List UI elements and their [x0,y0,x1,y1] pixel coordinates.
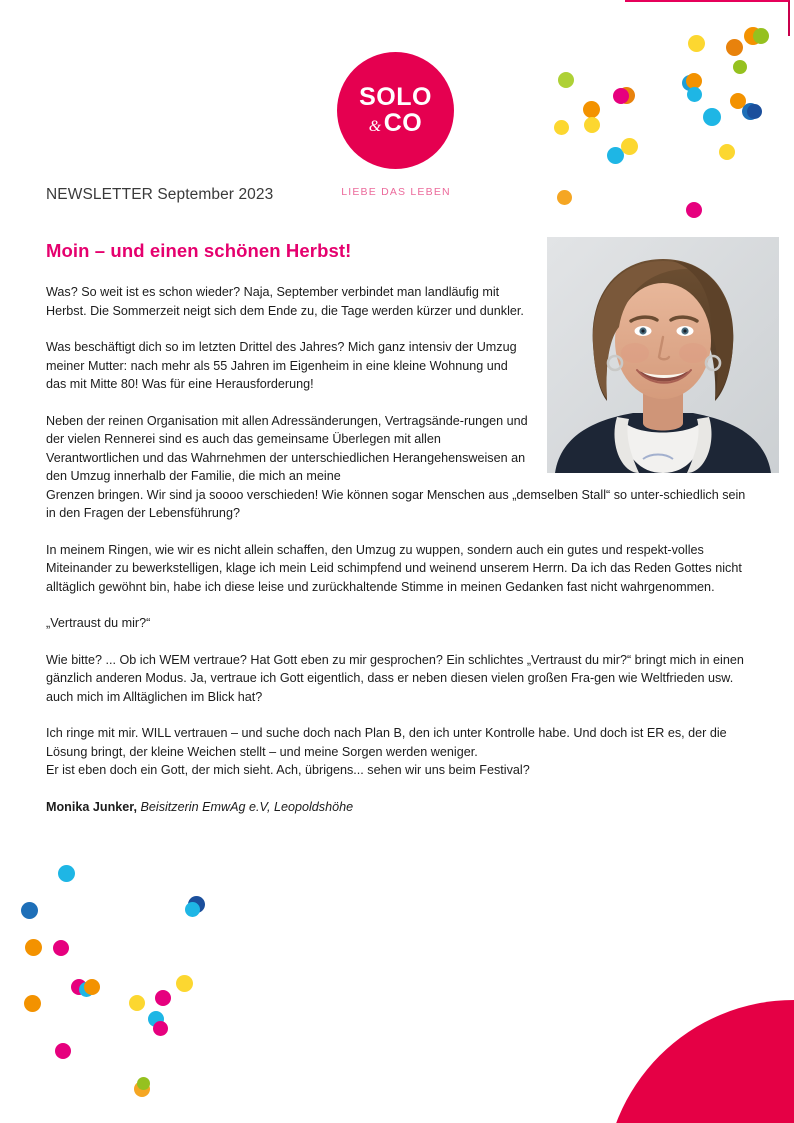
confetti-dot [84,979,100,995]
article-headline: Moin – und einen schönen Herbst! [46,240,352,261]
confetti-dot [621,138,638,155]
confetti-dot [583,101,600,118]
confetti-dot [137,1077,150,1090]
confetti-dot [58,865,75,882]
confetti-dot [129,995,145,1011]
article-body [46,283,752,816]
logo-text-solo: SOLO [359,83,432,111]
confetti-dot [703,108,721,126]
newsletter-issue-line: NEWSLETTER September 2023 [46,186,274,203]
confetti-dot [55,1043,71,1059]
confetti-dot [584,117,600,133]
confetti-dot [185,902,200,917]
confetti-dot [613,88,629,104]
paragraph-6: Wie bitte? ... Ob ich WEM vertraue? Hat Gott eben zu mir gesprochen? Ein schlichtes „Vertraust du mir?“ bringt mich in einen gänzlich anderen Modus. Ja, vertraue ich Gott eigentlich, dass er neben diesen vielen großen Fra-gen wie Weltfrieden usw. auch mich im Alltäglichen im Blick hat? [46,652,744,704]
logo-circle [337,52,454,169]
confetti-dot [753,28,769,44]
confetti-dot [155,990,171,1006]
confetti-dot [21,902,38,919]
decorative-crimson-circle [604,1000,794,1123]
paragraph-4: Grenzen bringen. Wir sind ja soooo verschieden! Wie können sogar Menschen aus „demselben Stall“ so unter-schiedlich sein in den Fragen der Lebensführung? [46,487,746,520]
author-name: Monika Junker, [46,799,137,814]
author-signature [46,798,752,817]
confetti-dot [554,120,569,135]
confetti-dot [747,104,762,119]
paragraph-7: Ich ringe mit mir. WILL vertrauen – und suche doch nach Plan B, den ich unter Kontrolle habe. Und doch ist ER es, der die Lösung bringt, der kleine Weichen stellt – und meine Sorgen werden weniger. [46,726,727,759]
confetti-dot [687,87,702,102]
paragraph-1: Was? So weit ist es schon wieder? Naja, September verbindet man landläufig mit Herbst. Die Sommerzeit neigt sich dem Ende zu, die Tage werden kürzer und dunkler. [46,285,524,318]
confetti-dot [558,72,574,88]
brand-logo [337,52,455,198]
confetti-dot [53,940,69,956]
confetti-dot [726,39,743,56]
confetti-dot [686,202,702,218]
logo-tagline: LIEBE DAS LEBEN [341,186,451,198]
logo-text-co [369,111,422,136]
logo-ampersand: & [368,118,382,135]
author-role: Beisitzerin EmwAg e.V, Leopoldshöhe [137,799,354,814]
logo-text-co-label: CO [383,109,423,137]
paragraph-quote: „Vertraust du mir?“ [46,616,151,630]
confetti-dot [557,190,572,205]
confetti-dot [153,1021,168,1036]
paragraph-5: In meinem Ringen, wie wir es nicht allein schaffen, den Umzug zu wuppen, sondern auch ein gutes und respekt-volles Miteinander zu bewerkstelligen, klage ich mein Leid schimpfend und weinend unserem Herrn. Da ich das Reden Gottes nicht alltäglich gewöhnt bin, habe ich diese leise und zurückhaltende Stimme in meinen Gedanken fast nicht wahrgenommen. [46,542,742,594]
confetti-dot [24,995,41,1012]
confetti-dot [25,939,42,956]
confetti-dot [733,60,747,74]
confetti-dot [176,975,193,992]
paragraph-8: Er ist eben doch ein Gott, der mich sieht. Ach, übrigens... sehen wir uns beim Festival? [46,763,530,777]
paragraph-3: Neben der reinen Organisation mit allen Adressänderungen, Vertragsände-rungen und der vielen Rennerei sind es auch das gemeinsame Überlegen mit allen Verantwortlichen und das Wahrnehmen der unterschiedlichen Herangehensweisen an den Umzug innerhalb der Familie, die mich an meine [46,413,528,483]
confetti-dot [688,35,705,52]
confetti-dot [719,144,735,160]
paragraph-2: Was beschäftigt dich so im letzten Drittel des Jahres? Mich ganz intensiv der Umzug meiner Mutter: nach mehr als 55 Jahren im Eigenheim in eine kleine Wohnung und das mit Mitte 80! Was für eine Herausforderung! [46,340,517,391]
